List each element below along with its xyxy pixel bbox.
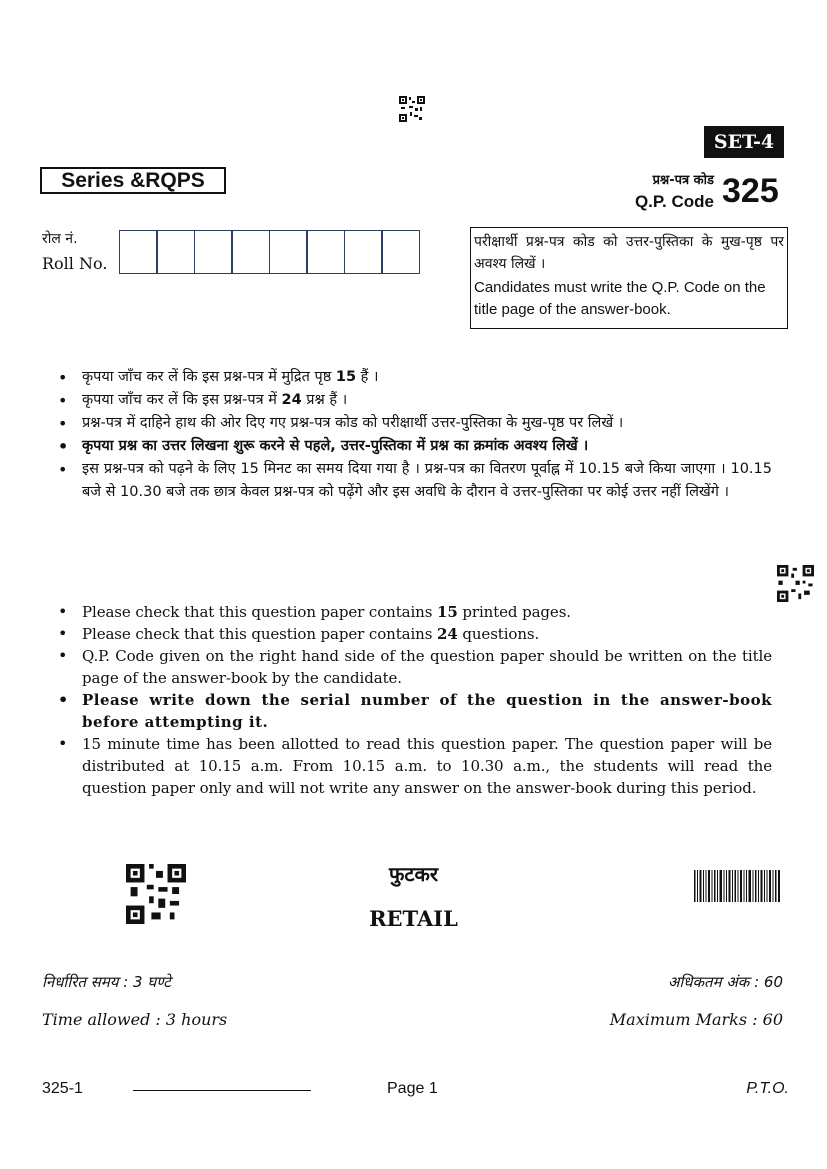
roll-number-box bbox=[194, 230, 233, 274]
roll-number-label-hindi: रोल नं. bbox=[42, 231, 78, 247]
footer-page-number: Page 1 bbox=[387, 1080, 438, 1097]
instruction-item: • 15 minute time has been allotted to read this question paper. The question paper will be distributed at 10.15 a.m. From 10.15 a.m. to 10.30 a.m., the students will read the question paper only and will not write any answer on the answer-book during this period. bbox=[56, 733, 772, 799]
instruction-item: • कृपया प्रश्न का उत्तर लिखना शुरू करने से पहले, उत्तर-पुस्तिका में प्रश्न का क्रमांक अवश्य लिखें । bbox=[56, 435, 772, 458]
qr-code-icon-top bbox=[399, 96, 425, 122]
roll-number-box bbox=[381, 230, 420, 274]
footer-pto: P.T.O. bbox=[746, 1080, 789, 1097]
roll-number-label: Roll No. bbox=[42, 254, 108, 273]
notice-text-hindi: परीक्षार्थी प्रश्न-पत्र कोड को उत्तर-पुस्तिका के मुख-पृष्ठ पर अवश्य लिखें । bbox=[474, 234, 784, 272]
instruction-item: • कृपया जाँच कर लें कि इस प्रश्न-पत्र में मुद्रित पृष्ठ 15 हैं । bbox=[56, 366, 772, 389]
instruction-item: • Please check that this question paper contains 15 printed pages. bbox=[56, 601, 772, 623]
instruction-item: • Q.P. Code given on the right hand side of the question paper should be written on the title page of the answer-book by the candidate. bbox=[56, 645, 772, 689]
instructions-hindi bbox=[56, 366, 772, 504]
instructions-english bbox=[56, 601, 772, 799]
instruction-item: • Please check that this question paper contains 24 questions. bbox=[56, 623, 772, 645]
time-allowed-hindi: निर्धारित समय : 3 घण्टे bbox=[42, 973, 171, 991]
notice-text: Candidates must write the Q.P. Code on the title page of the answer-book. bbox=[474, 279, 766, 318]
roll-number-box bbox=[231, 230, 270, 274]
qp-code-value: 325 bbox=[722, 172, 779, 210]
footer-paper-code: 325-1 bbox=[42, 1080, 83, 1097]
time-allowed: Time allowed : 3 hours bbox=[42, 1010, 228, 1029]
roll-number-boxes bbox=[120, 230, 420, 274]
roll-number-box bbox=[119, 230, 158, 274]
qr-code-icon-bottom bbox=[126, 864, 186, 924]
roll-number-box bbox=[269, 230, 308, 274]
instruction-item: • कृपया जाँच कर लें कि इस प्रश्न-पत्र में 24 प्रश्न हैं । bbox=[56, 389, 772, 412]
subject-title-hindi: फुटकर bbox=[388, 862, 439, 886]
maximum-marks-hindi: अधिकतम अंक : 60 bbox=[667, 973, 783, 991]
instruction-item: • इस प्रश्न-पत्र को पढ़ने के लिए 15 मिनट का समय दिया गया है । प्रश्न-पत्र का वितरण पूर्वाह्न में 10.15 बजे किया जाएगा । 10.15 बजे से 10.30 बजे तक छात्र केवल प्रश्न-पत्र को पढ़ेंगे और इस अवधि के दौरान वे उत्तर-पुस्तिका पर कोई उत्तर नहीं लिखेंगे । bbox=[56, 458, 772, 504]
barcode-icon bbox=[694, 870, 780, 902]
set-badge: SET-4 bbox=[704, 126, 784, 158]
maximum-marks: Maximum Marks : 60 bbox=[609, 1010, 783, 1029]
qp-code-label: Q.P. Code bbox=[634, 192, 714, 211]
roll-number-box bbox=[156, 230, 195, 274]
instruction-item: • प्रश्न-पत्र में दाहिने हाथ की ओर दिए गए प्रश्न-पत्र कोड को परीक्षार्थी उत्तर-पुस्तिका के मुख-पृष्ठ पर लिखें । bbox=[56, 412, 772, 435]
instruction-item: • Please write down the serial number of the question in the answer-book before attempting it. bbox=[56, 689, 772, 733]
subject-title: RETAIL bbox=[369, 906, 458, 931]
qr-code-icon-side bbox=[777, 565, 814, 602]
series-label: Series &RQPS bbox=[40, 167, 226, 194]
roll-number-box bbox=[306, 230, 345, 274]
footer-divider bbox=[133, 1090, 311, 1091]
qp-code-notice-box bbox=[470, 227, 788, 329]
qp-code-label-hindi: प्रश्न-पत्र कोड bbox=[652, 173, 714, 188]
roll-number-box bbox=[344, 230, 383, 274]
